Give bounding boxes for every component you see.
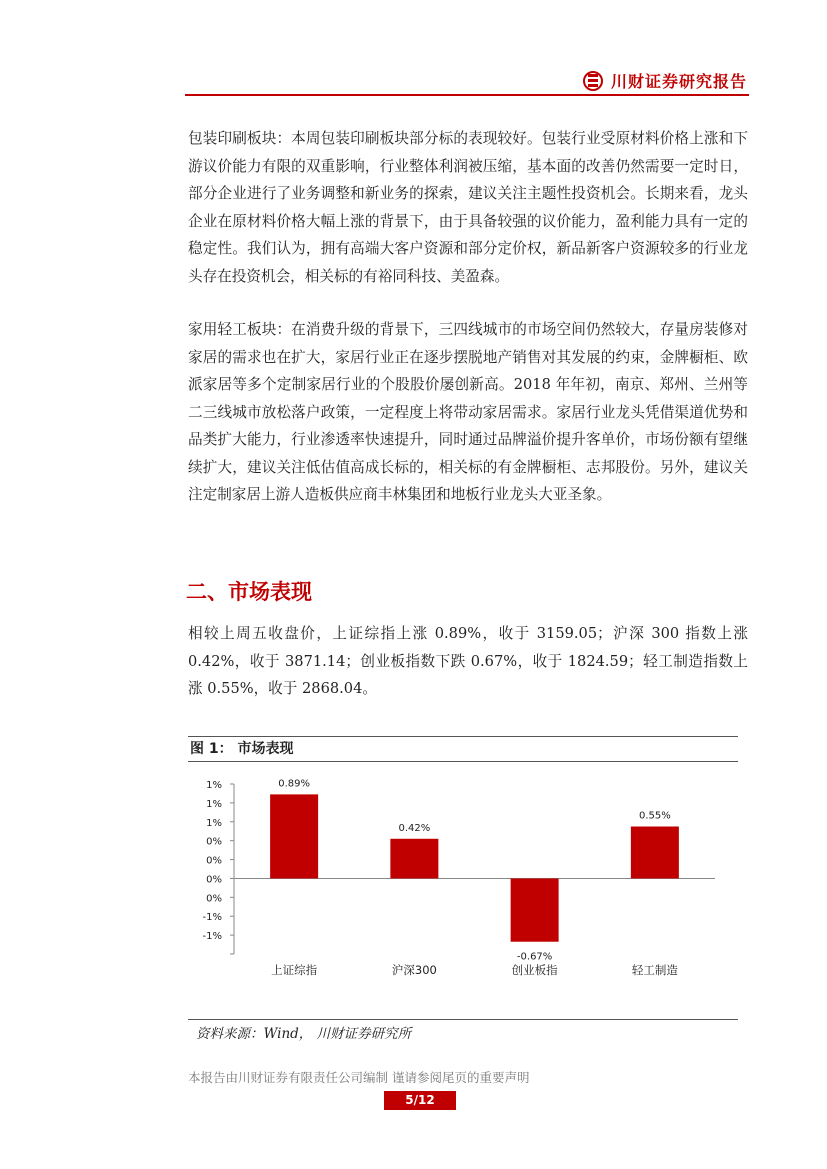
page-header [185,62,749,96]
y-tick-label: 0% [206,836,222,848]
bar-2 [390,839,438,879]
y-tick-label: 0% [206,893,222,905]
y-tick-label: 0% [206,855,222,867]
y-tick-label: -1% [202,912,222,924]
data-label: -0.67% [516,951,553,963]
y-tick-label: -1% [202,931,222,943]
footer-disclaimer: 本报告由川财证券有限责任公司编制 谨请参阅尾页的重要声明 [188,1070,530,1085]
category-label: 创业板指 [511,963,558,977]
market-paragraph: 相较上周五收盘价，上证综指上涨 0.89%，收于 3159.05；沪深 300 指数上涨 0.42%，收于 3871.14；创业板指数下跌 0.67%，收于 1824.59；轻工制造指数上涨 0.55%，收于 2868.04。 [188,625,748,697]
market-performance-chart [188,768,738,1018]
figure-source: 资料来源：Wind， 川财证券研究所 [196,1026,412,1042]
y-tick-label: 1% [206,817,222,829]
category-label: 轻工制造 [631,963,678,977]
figure-title: 图 1： 市场表现 [188,736,738,762]
data-label: 0.55% [638,810,671,822]
packaging-paragraph: 包装印刷板块：本周包装印刷板块部分标的表现较好。包装行业受原材料价格上涨和下游议价能力有限的双重影响，行业整体利润被压缩，基本面的改善仍然需要一定时日，部分企业进行了业务调整和新业务的探索，建议关注主题性投资机会。长期来看，龙头企业在原材料价格大幅上涨的背景下，由于具备较强的议价能力，盈利能力具有一定的稳定性。我们认为，拥有高端大客户资源和部分定价权，新品新客户资源较多的行业龙头存在投资机会，相关标的有裕同科技、美盈森。 [188,130,748,285]
y-tick-label: 1% [206,798,222,810]
y-tick-label: 1% [206,780,222,791]
figure-bottom-rule [188,1019,738,1020]
chuancai-logo-icon [583,71,603,91]
brand [583,69,747,92]
y-tick-label: 0% [206,874,222,886]
page-number: 5/12 [384,1091,456,1110]
category-label: 上证综指 [271,963,318,977]
bar-1 [270,794,318,878]
data-label: 0.42% [398,822,431,834]
bar-4 [631,827,679,879]
header-rule [185,94,749,96]
data-label: 0.89% [278,778,311,790]
household-paragraph: 家用轻工板块：在消费升级的背景下，三四线城市的市场空间仍然较大，存量房装修对家居的需求也在扩大，家居行业正在逐步摆脱地产销售对其发展的约束，金牌橱柜、欧派家居等多个定制家居行业的个股股价屡创新高。2018 年年初，南京、郑州、兰州等二三线城市放松落户政策，一定程度上将带动家居需求。家居行业龙头凭借渠道优势和品类扩大能力，行业渗透率快速提升，同时通过品牌溢价提升客单价，市场份额有望继续扩大，建议关注低估值高成长标的，相关标的有金牌橱柜、志邦股份。另外，建议关注定制家居上游人造板供应商丰林集团和地板行业龙头大亚圣象。 [188,321,748,503]
category-label: 沪深300 [391,963,437,977]
bar-3 [511,878,559,941]
section-title: 二、市场表现 [186,580,312,604]
brand-name: 川财证券研究报告 [610,72,747,91]
